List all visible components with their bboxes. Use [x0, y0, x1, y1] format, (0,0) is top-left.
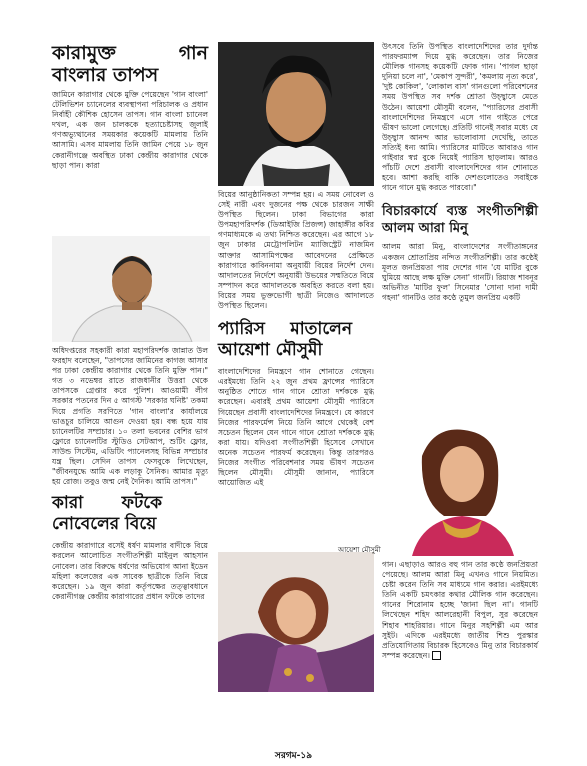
article-minu-body: আলম আরা মিনু, বাংলাদেশের সংগীতাঙ্গনের একজন শ্রোতাপ্রিয় নন্দিত সংগীতশিল্পী। তার কণ্ঠেই মূলত জনপ্রিয়তা পায় দেশের গান 'যে মাটির বুকে ঘুমিয়ে আছে লক্ষ মুক্তি সেনা' গানটি। রিয়াজ শাবনূর অভিনীত 'মাটির ফুল' সিনেমার 'সোনা দানা দামী গহনা' গানটিও তার কণ্ঠে তুমুল জনপ্রিয় একটি — [382, 242, 538, 302]
end-mark-icon — [432, 651, 441, 660]
article-tapas-column-top — [52, 42, 208, 171]
photo-tapas — [52, 236, 210, 342]
photo-caption: আয়েশা মৌসুমী — [338, 546, 381, 554]
article-minu-body-end-line — [382, 560, 538, 661]
article-nobel-title: কারা ফটকে নোবেলের বিয়ে — [52, 493, 162, 535]
article-mousumi-title: প্যারিস মাতালেন আয়েশা মৌসুমী — [218, 319, 352, 361]
article-minu-column-bottom — [382, 560, 538, 661]
photo-minu — [382, 420, 538, 556]
article-nobel-column-middle — [218, 190, 374, 488]
article-minu-title: বিচারকার্যে ব্যস্ত সংগীতশিল্পী আলম আরা মিনু — [382, 204, 538, 237]
article-nobel-body-continued: বিয়ের আনুষ্ঠানিকতা সম্পন্ন হয়। এ সময় নোবেল ও সেই নারী এবং দুজনের পক্ষ থেকে চারজন সাক্ষী উপস্থিত ছিলেন। ঢাকা বিভাগের কারা উপমহাপরিদর্শক (ডিআইজি প্রিজন্স) জাহাঙ্গীর কবির গণমাধ্যমকে এ তথ্য নিশ্চিত করেছেন। এর আগে ১৮ জুন ঢাকার মেট্রোপলিটন ম্যাজিস্ট্রেট নাজমিন আক্তার আসামিপক্ষের আবেদনের প্রেক্ষিতে কারাগারে কাবিননামা অনুযায়ী বিয়ের নির্দেশ দেন। আদালতের নির্দেশে অনুযায়ী উভয়ের সম্মতিতে বিয়ে সম্পাদন করে আদালতকে অবহিত করতে বলা হয়। বিয়ের সময় ভুক্তভোগী ছাত্রী নিজেও আদালতে উপস্থিত ছিলেন। — [218, 190, 374, 311]
article-nobel-body: কেন্দ্রীয় কারাগারে বসেই ধর্ষণ মামলার বাদীকে বিয়ে করলেন আলোচিত সংগীতশিল্পী মাইনুল আহসান নোবেল। তার বিরুদ্ধে ধর্ষণের অভিযোগ আনা ইডেন মহিলা কলেজের এক সাবেক ছাত্রীকে তিনি বিয়ে করেছেন। ১৯ জুন কারা কর্তৃপক্ষের তত্ত্বাবধানে কেরানীগঞ্জ কেন্দ্রীয় কারাগারের প্রধান ফটকে তাদের — [52, 541, 208, 601]
article-mousumi-body-continued: উৎসবে তিনি উপস্থিত বাংলাদেশিদের তার দুর্দান্ত পারফরম্যান্স দিয়ে মুগ্ধ করেছেন। তার নিজের মৌলিক গানসহ কয়েকটি ফোক গান। 'পাগল ছাড়া দুনিয়া চলে না', 'মেকাপ সুন্দরী', 'কমলায় নৃত্য করে', 'দুষ্ট কোকিল', 'লোকাল বাস' গানগুলো পরিবেশনের সময় উপস্থিত সব দর্শক শ্রোতা উচ্ছ্বাসে মেতে উঠেন। আয়েশা মৌসুমী বলেন, "প্যারিসের প্রবাসী বাংলাদেশিদের নিমন্ত্রণে এসে গান গাইতে পেরে ভীষণ ভালো লেগেছে। প্রতিটি গানেই সবার মধ্যে যে উচ্ছ্বাস আনন্দ আর ভালোবাসা দেখেছি, তাতে সত্যিই ধন্য আমি। প্যারিসের মাটিতে আবারও গান গাইবার স্বপ্ন বুকে নিয়েই প্যারিস ছাড়লাম। আরও পাঁচটি দেশে প্রবাসী বাংলাদেশিদের গান শোনাতে হবে। আশা করছি বাকি দেশগুলোতেও সবাইকে গানে গানে মুগ্ধ করতে পারবো।" — [382, 42, 538, 193]
photo-mousumi — [218, 552, 374, 692]
page-footer-label: সরগম-১৯ — [274, 751, 313, 761]
article-tapas-body: জামিনে কারাগার থেকে মুক্তি পেয়েছেন 'গান বাংলা' টেলিভিশন চ্যানেলের ব্যবস্থাপনা পরিচালক ও প্রধান নির্বাহী কৌশিক হোসেন তাপস। গান বাংলা চ্যানেল দখল, এক জন চালককে হত্যাচেষ্টাসহ জুলাই গণঅভ্যুত্থানের সময়কার কয়েকটি মামলায় তিনি আসামি। এসব মামলায় তিনি জামিন পেয়ে ১৮ জুন কেরানীগঞ্জে অবস্থিত ঢাকা কেন্দ্রীয় কারাগার থেকে ছাড়া পান। কারা — [52, 90, 208, 170]
article-tapas-title: কারামুক্ত গান বাংলার তাপস — [52, 42, 208, 86]
article-minu-body-continued: গান। এছাড়াও আরও বহু গান তার কণ্ঠে জনপ্রিয়তা পেয়েছে। আলম আরা মিনু এখনও গানে নিয়মিত। চেষ্টা করেন তিনি সব মাধ্যমে গান করার। এরইমধ্যে তিনি একটি চমৎকার কথার মৌলিক গান করেছেন। গানের শিরোনাম হচ্ছে 'জানা ছিল না'। গানটি লিখেছেন শহিদ আলরেহানী বিপুল, সুর করেছেন শিহাব শাহরিয়ার। গানে মিনুর সহশিল্পী এম আর সুইট। এদিকে এরইমধ্যে জাতীয় শিশু পুরস্কার প্রতিযোগিতায় বিচারক হিসেবেও মিনু তার বিচারকার্য সম্পন্ন করেছেন। — [382, 560, 538, 660]
article-mousumi-column-right — [382, 42, 538, 303]
article-tapas-column-bottom — [52, 346, 208, 602]
photo-nobel — [218, 42, 374, 186]
article-mousumi-body: বাংলাদেশিদের নিমন্ত্রণে গান শোনাতে গেছেন। এরইমধ্যে তিনি ২২ জুন প্রথম ফ্রান্সের প্যারিসে অনুষ্ঠিত শোতে গান গানে শ্রোতা দর্শককে মুগ্ধ করেছেন। এবারই প্রথম আয়েশা মৌসুমী প্যারিসে গিয়েছেন প্রবাসী বাংলাদেশিদের নিমন্ত্রণে। যে কারণে নিজের পারফর্মেন্স নিয়ে তিনি আগে থেকেই বেশ সচেতন ছিলেন যেন গানে গানে শ্রোতা দর্শককে মুগ্ধ করা যায়। যদিওবা সংগীতশিল্পী হিসেবে সেখানে অনেক সচেতন পারফর্ম করেছেন। কিন্তু তারপরও নিজের সংগীত পরিবেশনার সময় ভীষণ সচেতন ছিলেন মৌসুমী। মৌসুমী জানান, প্যারিসে আয়োজিত এই — [218, 367, 374, 488]
article-tapas-body-continued: অধিদপ্তরের সহকারী কারা মহাপরিদর্শক জান্নাত উল ফরহাদ বলেছেন, "তাপসের জামিনের কাগজ আসার পর ঢাকা কেন্দ্রীয় কারাগার থেকে তিনি মুক্তি পান।" গত ৩ নভেম্বর রাতে রাজধানীর উত্তরা থেকে তাপসকে গ্রেপ্তার করে পুলিশ। আওয়ামী লীগ সরকার পতনের দিন ৫ আগস্ট 'সরকার ঘনিষ্ট' তকমা দিয়ে প্রগতি সরণিতে 'গান বাংলা'র কার্যালয়ে ভাঙচুর চালিয়ে আগুন দেওয়া হয়। বন্ধ হয়ে যায় চ্যানেলটির সম্প্রচার। ১০ তলা ভবনের বেশির ভাগ ফ্লোরে চ্যানেলটির স্টুডিও সেটআপ, শুটিং ফ্লোর, সাউন্ড সিস্টেম, এডিটিং প্যানেলসহ বিভিন্ন সম্প্রচার যন্ত্র ছিল। সেদিন তাপস ফেসবুকে লিখেছেন, "জীবনযুদ্ধে আমি এক লড়াকু সৈনিক। আমার মৃত্যু হয় রোজ। তবুও জন্ম নেই দৈনিক। আমি তাপস।" — [52, 346, 208, 487]
